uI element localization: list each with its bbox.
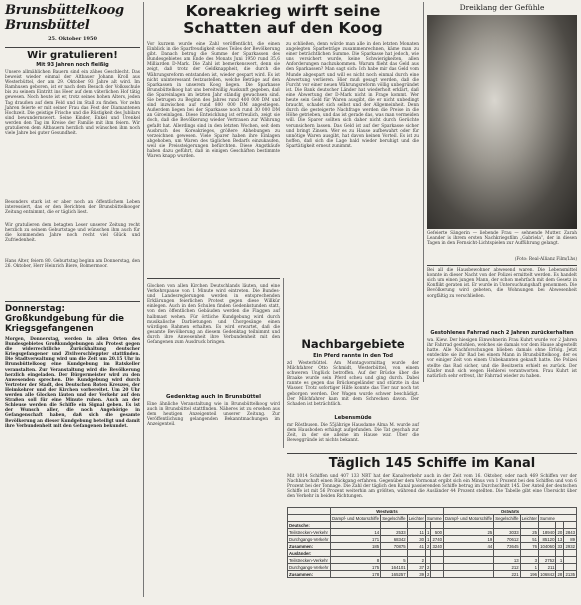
table-cell: 20 <box>557 529 563 535</box>
nachbar-title: Nachbargebiete <box>301 337 405 351</box>
table-cell: 1 <box>427 536 430 542</box>
masthead <box>5 3 140 42</box>
table-cell: 89 <box>564 536 577 543</box>
table-cell: 165257 <box>381 571 407 578</box>
lebensmuede-headline: Lebensmüde <box>334 415 372 421</box>
table-cell <box>556 522 564 529</box>
table-cell: 44 <box>444 543 494 550</box>
gratulation-closing: Wir gratulieren dem betagten Leser unserer Zeitung recht herzlich zu seinem Geburtstage und wünschen ihm auch für die kommenden Jahre noch recht viel Glück und Zufriedenheit. <box>5 223 140 244</box>
table-cell: 221 <box>494 571 520 578</box>
table-cell: 3240 <box>432 543 443 549</box>
table-cell <box>444 522 494 529</box>
nachbar-body: zd Westerbüttel. Am Montagvormittag wurde der Milchfahrer Otto Schmidt, Westerbüttel, von einem schweren Unglück betroffen. Auf der Brücke über die Braake wurde sein Pferd scheu und ging durch. Dabei rannte es gegen das Brückengeländer und stürzte in das Wasser. Trotz sofortiger Hilfe konnte das Tier nur noch tot geborgen werden. Der Wagen wurde schwer beschädigt. Der Milchfahrer kam mit dem Schrecken davon. Der Schaden ist beträchtlich. <box>287 361 419 407</box>
table-cell: 73645 <box>494 543 520 550</box>
table-cell: 2 <box>427 564 430 570</box>
row-label: Deutsche: <box>288 522 331 529</box>
table-cell: 104060 <box>540 543 555 549</box>
fahrrad-headline: Gestohlenes Fahrrad nach 2 Jahren zurückerhalten <box>430 330 574 337</box>
table-cell: 164101 <box>381 564 407 571</box>
table-cell: 33 <box>557 543 563 549</box>
table-cell: 2 <box>427 571 430 577</box>
table-cell: 2135 <box>565 571 575 577</box>
table-cell: 212 <box>494 564 520 571</box>
lebensmuede-body: mr Röstbusen. Die 55jährige Hausdame Alma M. wurde auf dem Hausboden erhängt aufgefunden. Die Tat geschah zur Zeit, in der sie alleine im Hause war. Über die Beweggründe ist nichts bekannt. <box>287 423 419 444</box>
table-cell <box>494 550 520 557</box>
table-cell: 3 <box>520 557 538 564</box>
table-cell: 1 <box>520 564 538 571</box>
glocken-sub-headline: Gedenktag auch in Brunsbüttel <box>166 394 261 400</box>
table-row <box>288 529 577 536</box>
table-cell: 2533 <box>381 529 407 536</box>
table-header-row <box>288 515 577 522</box>
table-cell <box>331 550 381 557</box>
table-cell <box>431 571 444 578</box>
table-cell <box>431 550 444 557</box>
divider <box>5 301 140 302</box>
table-cell <box>444 557 494 564</box>
table-cell: 68342 <box>381 536 407 543</box>
table-cell: 196 <box>520 571 538 578</box>
table-cell: 3033 <box>494 529 520 536</box>
table-cell: 70875 <box>381 543 407 550</box>
korea-headline: Koreakrieg wirft seine Schatten auf den Koog <box>183 2 383 37</box>
zarah-leander-photo <box>427 15 577 229</box>
table-cell: 2 <box>407 557 425 564</box>
col-header: Dampf- und Motorschiffe <box>445 515 492 521</box>
nachbar-subtitle: Ein Pferd rannte in den Tod <box>313 353 393 359</box>
table-cell: 500 <box>431 529 444 536</box>
table-cell <box>520 550 538 557</box>
table-cell: 19 <box>444 536 494 543</box>
fahrrad-body: wa. Kiew. Der hiesigen Einwohnerin Frau Kuhrt wurde vor 2 Jahren ihr Fahrrad gestohlen, welches sie damals vor dem Hause abgestellt hatte. Alle Nachforschungen blieben damals ohne Erfolg. Jetzt entdeckte sie ihr Rad bei einem Mann in Brunsbüttelkoog, der es vor einiger Zeit von einem Unbekannten gekauft hatte. Die Polizei stellte das Rad sicher, und die Besitzerin erhielt es zurück. Der Käufer muß sich wegen Hehlerei verantworten. Frau Kuhrt ist natürlich sehr erfreut, ihr Fahrrad wieder zu haben. <box>427 338 577 379</box>
schiffe-body: Mit 1014 Schiffen und 407 133 NRT hat der Kanalverkehr auch in der Zeit vom 16. Oktober, oder nach 469 Schiffen vor der Nachbarschaft einen Rückgang erfahren. Gegenüber dem Vormonat ergibt sich ein Minus von 1 Prozent bei den Schiffen und von 6 Prozent bei der Tonnage. Die Zahl der täglich den Kanal passierenden Schiffe betrug im Durchschnitt 145. Der Anteil der deutschen Schiffe ist mit 56 Prozent weiterhin am größten, während die Ausländer 44 Prozent stellten. Die Tabelle gibt eine Übersicht über den Verkehr in beiden Richtungen. <box>287 474 577 500</box>
table-cell: 13 <box>494 557 520 564</box>
table-cell: 8 <box>331 557 381 564</box>
row-label: Ausländer: <box>288 550 331 557</box>
masthead-date: 25. Oktober 1950 <box>48 36 97 42</box>
article-gratulation <box>5 50 140 280</box>
gratulation-body: Unsere allmählichen Bauern sind ein zähes Geschlecht. Das beweist wieder einmal der Altbauer Johann Kroll aus Westerbüttel, der am 29. Oktober 93 Jahre alt wird. Im Ramhusen geboren, ist er nach dem Besuch der Volksschule bis zu seinem Eintritt ins Heer auf dem väterlichen Hof tätig gewesen. Noch heute ist er, trotz seines hohen Alters, jeden Tag draußen auf dem Feld und im Stall zu finden. Vor zehn Jahren feierte er mit seiner Frau das Fest der Diamantenen Hochzeit. Die geistige Frische und die Rüstigkeit des Jubilars sind bewundernswert. Seine Kinder, Enkel und Urenkel werden den Tag im Kreise der Familie mit ihm feiern. Wir gratulieren dem Altbauern herzlich und wünschen ihm noch viele Jahre bei guter Gesundheit. <box>5 70 140 137</box>
table-cell <box>564 522 577 529</box>
table-cell: 178 <box>331 571 381 578</box>
table-cell <box>431 557 444 564</box>
column-divider <box>283 278 284 448</box>
article-dreiklang <box>427 3 577 396</box>
table-cell: 14 <box>331 529 381 536</box>
row-label: Teilstrecken-Verkehr <box>288 529 331 536</box>
table-cell: 1 <box>427 529 430 535</box>
masthead-line1: Brunsbüttelkoog <box>5 3 124 18</box>
table-cell: 85120 <box>539 536 556 543</box>
table-cell: 211 <box>539 564 556 571</box>
divider <box>5 47 140 48</box>
column-divider <box>423 2 424 382</box>
table-cell <box>539 550 556 557</box>
glocken-body: Glocken von allen Kirchen Deutschlands läuten, und eine Verkehrspause von 1 Minute wird eintreten. Die Bundes- und Landesregierungen werden in entsprechenden Erklärungen feierlichen Protest gegen diese Willkür einlegen. Auch in den Schulen finden Gedenkstunden statt, von den öffentlichen Gebäuden werden die Flaggen auf halbmast wehen. Für örtliche Kundgebung wird durch musikalische Darbietungen und Chorgesänge einen würdigen Rahmen erhalten. Es wird erwartet, daß die gesamte Bevölkerung an diesem Gedenktag teilnimmt und durch ihre Anwesenheit ihre Verbundenheit mit den Gefangenen zum Ausdruck bringen. <box>147 284 280 346</box>
row-label: Teilstrecken-Verkehr <box>288 557 331 564</box>
table-cell <box>564 564 577 571</box>
row-label: Zusammen: <box>288 571 331 578</box>
divider <box>287 453 577 454</box>
article-kundgebung <box>5 304 140 605</box>
table-row <box>288 571 577 578</box>
schiffe-title: Täglich 145 Schiffe im Kanal <box>328 456 536 471</box>
table-cell <box>556 564 564 571</box>
table-cell: 106842 <box>540 571 555 577</box>
table-cell: 25 <box>520 529 538 536</box>
table-cell: 175 <box>331 564 381 571</box>
table-row <box>288 564 577 571</box>
dreiklang-caption: Gefeierte Sängerin — liebende Frau — sehnende Mutter. Zarah Leander is ihrem ersten Nachkriegsfilm „Gabriela“, der in diesen Tagen in den Fernsicht-Lichtspielen zur Aufführung gelangt. <box>427 231 577 247</box>
table-corner <box>288 515 331 522</box>
table-cell <box>444 550 494 557</box>
table-row <box>288 557 577 564</box>
table-cell: 76 <box>520 543 538 550</box>
table-cell: 11 <box>407 529 425 536</box>
divider <box>147 278 280 279</box>
glocken-sub-body: Eine ähnliche Veranstaltung wie in Brunsbüttelkoog wird auch in Brunsbüttel stattfinden. Näheres ist zu ersehen aus dem heutigen Anzeigenteil unserer Zeitung. Zur Veröffentlichung gelangenden Bekanntmachungen im Anzeigenteil. <box>147 402 280 428</box>
table-group-header-row <box>288 508 577 515</box>
table-cell <box>407 550 425 557</box>
table-row <box>288 522 577 529</box>
masthead-line2: Brunsbüttel <box>5 18 90 33</box>
gratulation-subtitle: Mit 93 Jahren noch fleißig <box>36 62 109 68</box>
article-nachbar <box>287 337 419 444</box>
table-cell: 13 <box>557 536 563 542</box>
table-cell: 30 <box>407 536 425 543</box>
table-cell: 185 <box>331 543 381 550</box>
table-cell: 2843 <box>565 529 575 535</box>
table-cell: 41 <box>407 543 425 550</box>
table-cell: 2932 <box>565 543 575 549</box>
dreiklang-body: Bei all die Hausbewohner abwesend waren. Die Lebensmittel konnte in dieser Nacht von der Polizei ermittelt werden. Es handelt sich um einen jungen Mann, der schon mehrfach mit dem Gesetz in Konflikt geraten ist. Er wurde in Untersuchungshaft genommen. Die Bevölkerung wird gebeten, die Wohnungen bei Abwesenheit sorgfältig zu verschließen. <box>427 268 577 299</box>
table-cell: 25 <box>444 529 494 536</box>
table-cell: 2752 <box>539 557 556 564</box>
table-cell: 5 <box>381 557 407 564</box>
gratulation-title: Wir gratulieren! <box>27 50 118 61</box>
table-cell: 51 <box>520 536 538 543</box>
table-cell: 2740 <box>432 536 443 542</box>
divider <box>427 265 577 266</box>
table-cell: 2 <box>427 543 430 549</box>
photo-credit: (Foto: Real-Allianz Film/Lhs) <box>514 257 577 262</box>
korea-body-col1: Vor kurzem wurde eine Zahl veröffentlicht, die einen Einblick in die Sparfreudigkeit eines Teiles der Bevölkerung gibt. Danach betrug die Summe der Sparkassen des Bundesgebietes am Ende des Monats Juni 1950 rund 35,6 Milliarden D-Mark. Die Zahl ist bemerkenswert, denn sie zeigt, daß trotz der Geldknappheit, die durch die Währungsreform entstanden ist, wieder gespart wird. Es ist nicht uninteressant festzustellen, welche Beträge auf den Sparkassen in unserem Koog liegen. Die Sparkasse Brunsbüttelkoog hat uns bereitwillig Auskunft gegeben, daß die Spareinlagen im letzten Jahr ständig gewachsen sind. Sie betrugen zu Beginn des Jahres rund 400 000 DM und sind inzwischen auf rund 800 000 DM angestiegen. Außerdem liegen bei der Sparkasse noch rund 30 000 DM an Giroeinlagen. Diese Entwicklung ist erfreulich, zeigt sie doch, daß die Bevölkerung wieder Vertrauen zur Währung gefaßt hat. Allerdings sind in den letzten Wochen, seit dem Ausbruch des Koreakrieges, größere Abhebungen zu verzeichnen gewesen. Viele Sparer haben ihre Einlagen abgehoben, um Waren des täglichen Bedarfs einzukaufen, weil sie Preissteigerungen befürchten. Diese Angstkäufe haben dazu geführt, daß in einigen Geschäften bestimmte Waren knapp wurden. <box>147 42 280 160</box>
col-header: Leichter <box>521 515 537 521</box>
table-cell <box>444 571 494 578</box>
col-header: Leichter <box>408 515 424 521</box>
table-cell <box>444 564 494 571</box>
row-label: Durchgangs-Verkehr <box>288 536 331 543</box>
table-cell: 1 <box>556 557 564 564</box>
birthday-note: Hans Alter, feiern 80. Geburtstag beginn am Donnerstag, den 26. Oktober, Herr Heinrich Biere, Bolmermoor. <box>5 259 140 270</box>
column-divider <box>143 2 144 597</box>
col-header: Dampf- und Motorschiffe <box>332 515 379 521</box>
table-cell: 18940 <box>539 529 556 536</box>
table-row <box>288 550 577 557</box>
table-cell <box>381 550 407 557</box>
table-cell <box>539 522 556 529</box>
table-cell <box>520 522 538 529</box>
table-cell: 37 <box>407 564 425 571</box>
table-cell <box>431 564 444 571</box>
col-header: Summe <box>427 515 442 521</box>
table-cell <box>431 522 444 529</box>
col-header: Summe <box>539 515 577 522</box>
table-cell: 39 <box>407 571 425 578</box>
kundgebung-body: Morgen, Donnerstag, werden in allen Orten des Bundesgebietes Großkundgebungen als Protest gegen die widerrechtliche Zurückhaltung deutscher Kriegsgefangener und Zivilverschleppter stattfinden. Die Stadtverwaltung wird um die Zeit um 20.15 Uhr in Brunsbüttelkoog eine Kundgebung im Ratskeller veranstalten. Zur Veranstaltung wird die Bevölkerung herzlich eingeladen. Der Bürgermeister wird zu den Anwesenden sprechen. Die Kundgebung wird durch Vertreter der Stadt, des Deutschen Roten Kreuzes, der Heimkehrer und der Kirchen vorbereitet. Um 20 Uhr werden alle Glocken läuten und der Verkehr auf den Straßen soll für eine Minute ruhen. Auch an der Schleuse werden die Schiffe ein Signal geben. Es ist der Wunsch aller, die noch Angehörige in Gefangenschaft haben, daß sich die gesamte Bevölkerung an dieser Kundgebung beteiligt und damit ihre Verbundenheit mit den Gefangenen bekundet. <box>5 337 140 429</box>
table-row <box>288 543 577 550</box>
table-cell <box>564 557 577 564</box>
article-glocken <box>147 284 280 450</box>
table-corner <box>288 508 331 515</box>
table-cell <box>407 522 425 529</box>
table-cell <box>331 522 381 529</box>
col-header: Segelschiffe <box>495 515 519 521</box>
row-label: Zusammen: <box>288 543 331 550</box>
table-cell: 28 <box>557 571 563 577</box>
table-cell <box>564 550 577 557</box>
table-cell <box>556 550 564 557</box>
kundgebung-title: Donnerstag: Großkundgebung für die Kriegsgefangenen <box>5 304 125 334</box>
table-cell: 70612 <box>494 536 520 543</box>
table-row <box>288 536 577 543</box>
col-header: Segelschiffe <box>382 515 406 521</box>
table-cell: 171 <box>331 536 381 543</box>
ship-table <box>287 507 577 578</box>
group-header-ost: Ostwärts <box>444 508 577 515</box>
ship-table-body <box>288 522 577 578</box>
row-label: Durchgangs-Verkehr <box>288 564 331 571</box>
gratulation-note: Besonders stark ist er aber noch an öffentlichem Leben interessiert, das er den Berichten der Brunsbüttelkooger Zeitung entnimmt, die er täglich liest. <box>5 200 140 216</box>
group-header-west: Westwärts <box>331 508 444 515</box>
dreiklang-title: Dreiklang der Gefühle <box>459 3 545 12</box>
table-cell <box>381 522 407 529</box>
korea-body-col2: zu schließen, denn würde man alle in den letzten Monaten angelegten Sparbeträge zusammenrechnen, käme man zu einer beträchtlichen Summe. Die Sparkasse hat jedoch, wie uns versichert wurde, keine Schwierigkeiten, allen Anforderungen nachzukommen. Warum flieht das Geld aus den Sparkassen? Man sagt sich: Ich habe mir das Geld vom Munde abgespart und will es nicht noch einmal durch eine Abwertung verlieren. Hier muß gesagt werden, daß die Furcht vor einer neuen Währungsreform völlig unbegründet ist. Die Bank deutscher Länder hat wiederholt erklärt, daß eine Abwertung der D-Mark nicht in Frage kommt. Wer heute sein Geld für Waren ausgibt, die er nicht unbedingt braucht, schadet sich selbst und der Allgemeinheit. Denn durch die gesteigerte Nachfrage werden die Preise in die Höhe getrieben, und das ist gerade das, was man vermeiden will. Die Sparer sollten sich daher nicht durch Gerüchte verunsichern lassen. Das Geld ist auf der Sparkasse sicher und bringt Zinsen. Wer es zu Hause aufbewahrt oder für unnötige Waren ausgibt, hat davon keinen Vorteil. Es ist zu hoffen, daß sich die Lage bald wieder beruhigt und die Spartätigkeit erneut zunimmt. <box>286 42 419 149</box>
table-cell <box>494 522 520 529</box>
